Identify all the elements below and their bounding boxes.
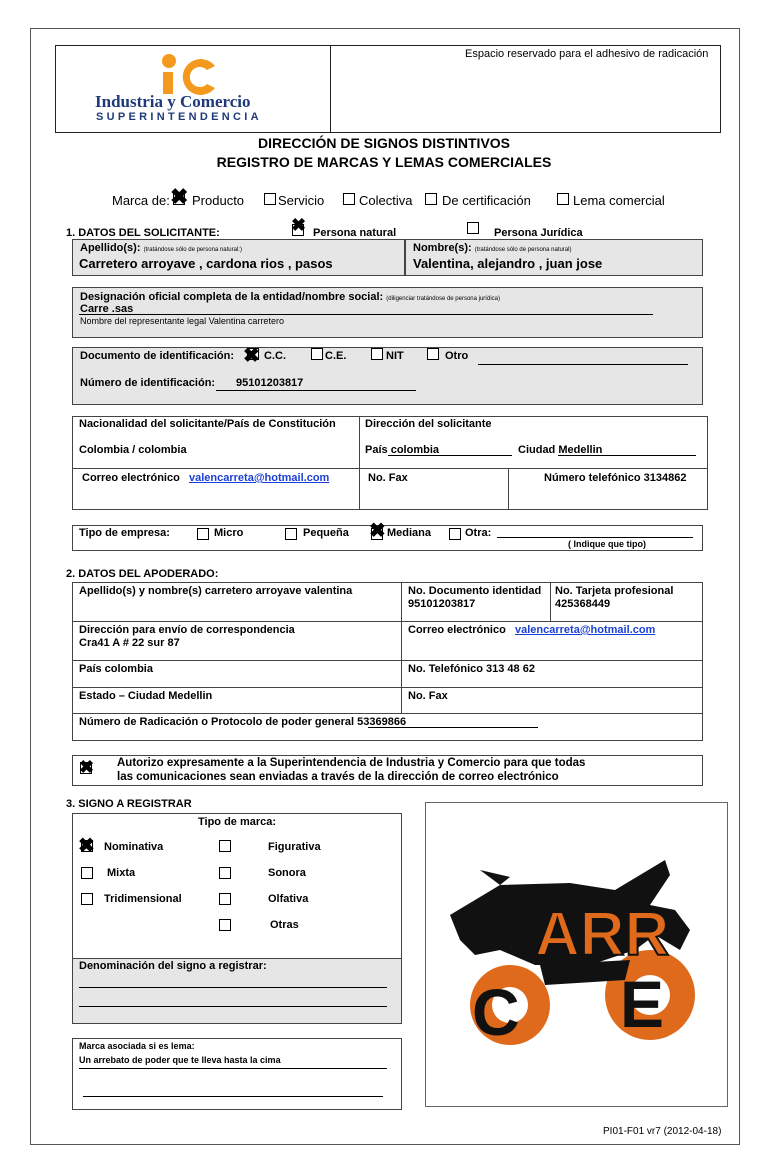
designacion-underline <box>79 314 653 315</box>
ciudad-value: Medellin <box>558 444 603 456</box>
sic-logo-icon <box>155 52 225 96</box>
fax-label: No. Fax <box>368 472 408 484</box>
pais-underline <box>388 455 512 456</box>
option-figurativa: Figurativa <box>268 841 321 853</box>
logo-line1: Industria y Comercio <box>95 92 251 111</box>
otra-underline <box>497 537 693 538</box>
lema-underline2 <box>83 1096 383 1097</box>
page-title: DIRECCIÓN DE SIGNOS DISTINTIVOS <box>257 135 511 151</box>
nombres-label <box>413 242 571 254</box>
option-certificacion: De certificación <box>442 193 531 208</box>
ciudad-underline <box>558 455 696 456</box>
x-mark-icon: ✖ <box>78 835 95 857</box>
numero-underline <box>216 390 416 391</box>
telefono-value: 3134862 <box>643 472 687 484</box>
designacion-note: (diligenciar tratándose de persona jurídica) <box>386 296 500 302</box>
indique-note: ( Indique que tipo) <box>568 539 646 549</box>
option-servicio: Servicio <box>278 193 325 208</box>
empresa-otra: Otra: <box>465 527 492 539</box>
autorizo-line2: las comunicaciones sean enviadas a través de la dirección de correo electrónico <box>117 771 559 783</box>
checkbox-otras[interactable] <box>219 919 231 931</box>
apoderado-doc-value[interactable]: 95101203817 <box>408 598 476 610</box>
apellidos-note: (tratándose sólo de persona natural:) <box>143 247 242 253</box>
nombres-note: (tratándose sólo de persona natural) <box>474 247 572 253</box>
telefono-field[interactable] <box>544 472 686 484</box>
empresa-label: Tipo de empresa: <box>79 527 170 539</box>
apoderado-doc-label: No. Documento identidad <box>408 585 542 597</box>
lema-label: Marca asociada si es lema: <box>79 1041 195 1051</box>
tipo-marca-label: Tipo de marca: <box>198 816 277 828</box>
denominacion-line2[interactable] <box>79 1006 387 1007</box>
checkbox-otro[interactable] <box>427 348 439 360</box>
doc-option-cc: C.C. <box>264 350 286 362</box>
x-mark-icon: ✖ <box>369 520 386 542</box>
ciudad-label: Ciudad <box>518 444 556 456</box>
empresa-pequena: Pequeña <box>303 527 349 539</box>
svg-text:E: E <box>620 967 665 1041</box>
doc-option-otro: Otro <box>445 350 469 362</box>
checkbox-colectiva[interactable] <box>343 193 355 205</box>
denominacion-label: Denominación del signo a registrar: <box>79 960 267 972</box>
apoderado-direccion-label: Dirección para envío de correspondencia <box>79 624 295 636</box>
persona-natural-label: Persona natural <box>313 227 397 239</box>
radicacion-underline <box>368 727 538 728</box>
apellidos-label-text: Apellido(s): <box>80 242 141 254</box>
radicacion-label: Número de Radicación o Protocolo de poder general <box>79 716 355 728</box>
option-otras: Otras <box>270 919 299 931</box>
apoderado-telefono[interactable]: No. Telefónico 313 48 62 <box>408 663 535 675</box>
x-mark-icon: ✖ <box>243 345 260 367</box>
pais-label: País <box>365 444 388 456</box>
apoderado-name-label: Apellido(s) y nombre(s) <box>79 585 202 597</box>
apoderado-tarjeta-value[interactable]: 425368449 <box>555 598 611 610</box>
apellidos-value[interactable]: Carretero arroyave , cardona rios , pasos <box>79 256 333 271</box>
nacionalidad-label: Nacionalidad del solicitante/País de Constitución <box>79 418 336 430</box>
radicacion-value: 53369866 <box>357 716 407 728</box>
telefono-label: Número telefónico <box>544 472 641 484</box>
checkbox-pequena[interactable] <box>285 528 297 540</box>
option-tridimensional: Tridimensional <box>104 893 182 905</box>
apoderado-name-value: carretero arroyave valentina <box>204 585 353 597</box>
checkbox-sonora[interactable] <box>219 867 231 879</box>
checkbox-figurativa[interactable] <box>219 840 231 852</box>
footer-code: PI01-F01 vr7 (2012-04-18) <box>603 1126 722 1137</box>
checkbox-olfativa[interactable] <box>219 893 231 905</box>
checkbox-nit[interactable] <box>371 348 383 360</box>
designacion-label-text: Designación oficial completa de la entidad/nombre social: <box>80 291 384 303</box>
section2-title: 2. DATOS DEL APODERADO: <box>66 568 219 580</box>
pais-value: colombia <box>390 444 439 456</box>
page-subtitle: REGISTRO DE MARCAS Y LEMAS COMERCIALES <box>216 154 552 170</box>
numero-value[interactable]: 95101203817 <box>236 377 304 389</box>
representante-text[interactable]: Nombre del representante legal Valentina carretero <box>80 316 284 326</box>
doc-option-nit: NIT <box>386 350 404 362</box>
nombres-label-text: Nombre(s): <box>413 242 472 254</box>
apoderado-estado[interactable]: Estado – Ciudad Medellin <box>79 690 213 702</box>
option-colectiva: Colectiva <box>359 193 413 208</box>
apoderado-correo-link[interactable]: valencarreta@hotmail.com <box>515 624 656 636</box>
apoderado-tarjeta-label: No. Tarjeta profesional <box>555 585 674 597</box>
option-olfativa: Olfativa <box>268 893 309 905</box>
nombres-value[interactable]: Valentina, alejandro , juan jose <box>413 256 603 271</box>
option-lema: Lema comercial <box>573 193 665 208</box>
numero-label: Número de identificación: <box>80 377 216 389</box>
apoderado-name-field[interactable] <box>79 585 352 597</box>
correo-label: Correo electrónico <box>82 472 180 484</box>
checkbox-lema[interactable] <box>557 193 569 205</box>
checkbox-micro[interactable] <box>197 528 209 540</box>
autorizo-line1: Autorizo expresamente a la Superintendencia de Industria y Comercio para que todas <box>117 757 586 769</box>
x-mark-icon: ✖ <box>170 184 189 209</box>
checkbox-tridimensional[interactable] <box>81 893 93 905</box>
section3-title: 3. SIGNO A REGISTRAR <box>66 798 192 810</box>
logo-line2: SUPERINTENDENCIA <box>96 111 262 123</box>
marca-de-label: Marca de: <box>112 193 170 208</box>
option-producto: Producto <box>192 193 245 208</box>
option-mixta: Mixta <box>107 867 136 879</box>
tipo-marca-box <box>72 813 402 959</box>
checkbox-servicio[interactable] <box>264 193 276 205</box>
checkbox-mixta[interactable] <box>81 867 93 879</box>
apellidos-label <box>80 242 242 254</box>
denominacion-line1[interactable] <box>79 987 387 988</box>
empresa-micro: Micro <box>214 527 244 539</box>
apoderado-direccion-value[interactable]: Cra41 A # 22 sur 87 <box>79 637 180 649</box>
apoderado-fax[interactable]: No. Fax <box>408 690 448 702</box>
section1-title: 1. DATOS DEL SOLICITANTE: <box>66 227 220 239</box>
svg-text:ARR: ARR <box>535 900 670 969</box>
apoderado-pais[interactable]: País colombia <box>79 663 153 675</box>
checkbox-ce[interactable] <box>311 348 323 360</box>
correo-link[interactable]: valencarreta@hotmail.com <box>189 472 330 484</box>
x-mark-icon: ✖ <box>79 757 95 777</box>
x-mark-icon: ✖ <box>291 215 307 235</box>
checkbox-persona-juridica[interactable] <box>467 222 479 234</box>
radicacion-field[interactable] <box>79 716 406 728</box>
apoderado-correo-label: Correo electrónico <box>408 624 506 636</box>
motorcycle-logo-image <box>440 855 715 1055</box>
checkbox-certificacion[interactable] <box>425 193 437 205</box>
option-nominativa: Nominativa <box>104 841 164 853</box>
lema-underline1 <box>79 1068 387 1069</box>
designacion-label <box>80 291 500 303</box>
lema-value[interactable]: Un arrebato de poder que te lleva hasta la cima <box>79 1055 281 1065</box>
option-sonora: Sonora <box>268 867 306 879</box>
empresa-mediana: Mediana <box>387 527 432 539</box>
persona-juridica-label: Persona Jurídica <box>494 227 583 239</box>
documento-label: Documento de identificación: <box>80 350 235 362</box>
direccion-label: Dirección del solicitante <box>365 418 492 430</box>
svg-text:C: C <box>472 975 520 1049</box>
doc-option-ce: C.E. <box>325 350 347 362</box>
designacion-value[interactable]: Carre .sas <box>80 303 134 315</box>
nacionalidad-value[interactable]: Colombia / colombia <box>79 444 187 456</box>
otro-underline <box>478 364 688 365</box>
sticker-note: Espacio reservado para el adhesivo de radicación <box>465 48 709 60</box>
checkbox-otra[interactable] <box>449 528 461 540</box>
